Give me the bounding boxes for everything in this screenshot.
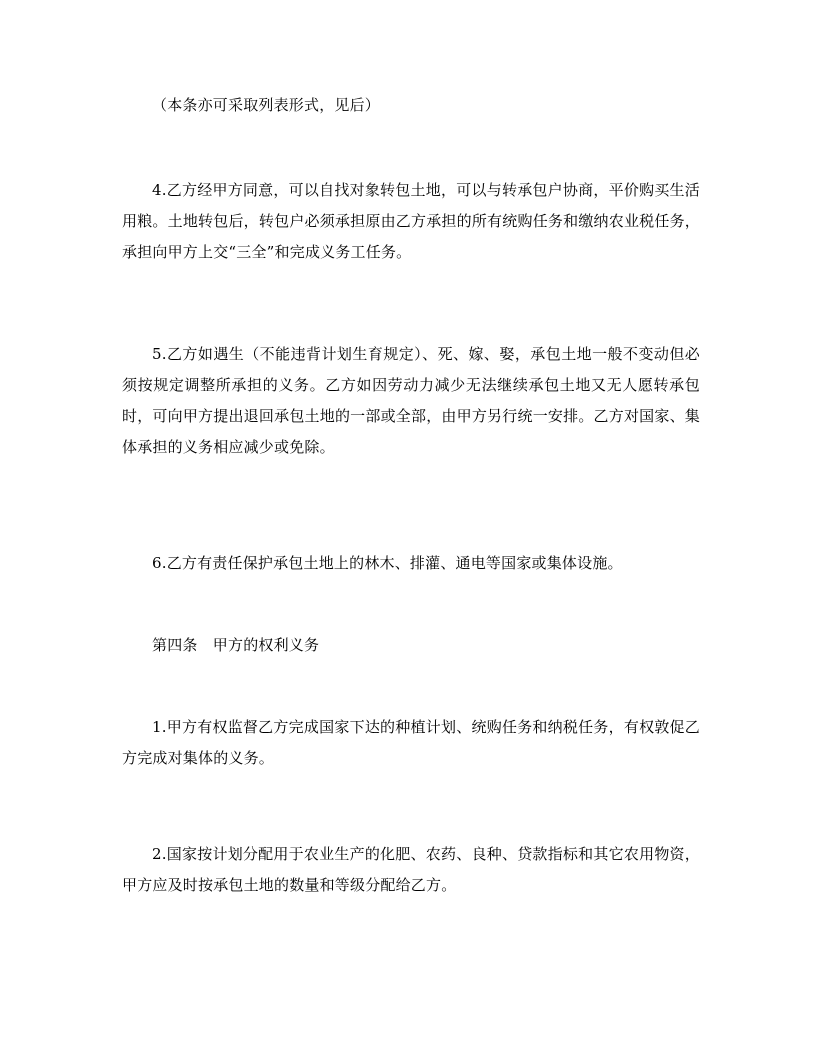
paragraph-clause-4: 4.乙方经甲方同意，可以自找对象转包土地，可以与转承包户协商，平价购买生活用粮。土地转包后，转包户必须承担原由乙方承担的所有统购任务和缴纳农业税任务，承担向甲方上交“三全”和完成义务工任务。 [122,181,700,261]
paragraph-list-form-note: （本条亦可采取列表形式，见后） [152,96,381,114]
paragraph-party-a-clause-2: 2.国家按计划分配用于农业生产的化肥、农药、良种、贷款指标和其它农用物资，甲方应及时按承包土地的数量和等级分配给乙方。 [122,845,700,894]
paragraph-clause-5: 5.乙方如遇生（不能违背计划生育规定）、死、嫁、娶，承包土地一般不变动但必须按规定调整所承担的义务。乙方如因劳动力减少无法继续承包土地又无人愿转承包时，可向甲方提出退回承包土地的一部或全部，由甲方另行统一安排。乙方对国家、集体承担的义务相应减少或免除。 [122,345,700,456]
paragraph-party-a-clause-1: 1.甲方有权监督乙方完成国家下达的种植计划、统购任务和纳税任务，有权敦促乙方完成对集体的义务。 [122,718,700,767]
paragraph-clause-6: 6.乙方有责任保护承包土地上的林木、排灌、通电等国家或集体设施。 [152,554,623,572]
section-heading-article-4: 第四条 甲方的权利义务 [152,636,320,654]
